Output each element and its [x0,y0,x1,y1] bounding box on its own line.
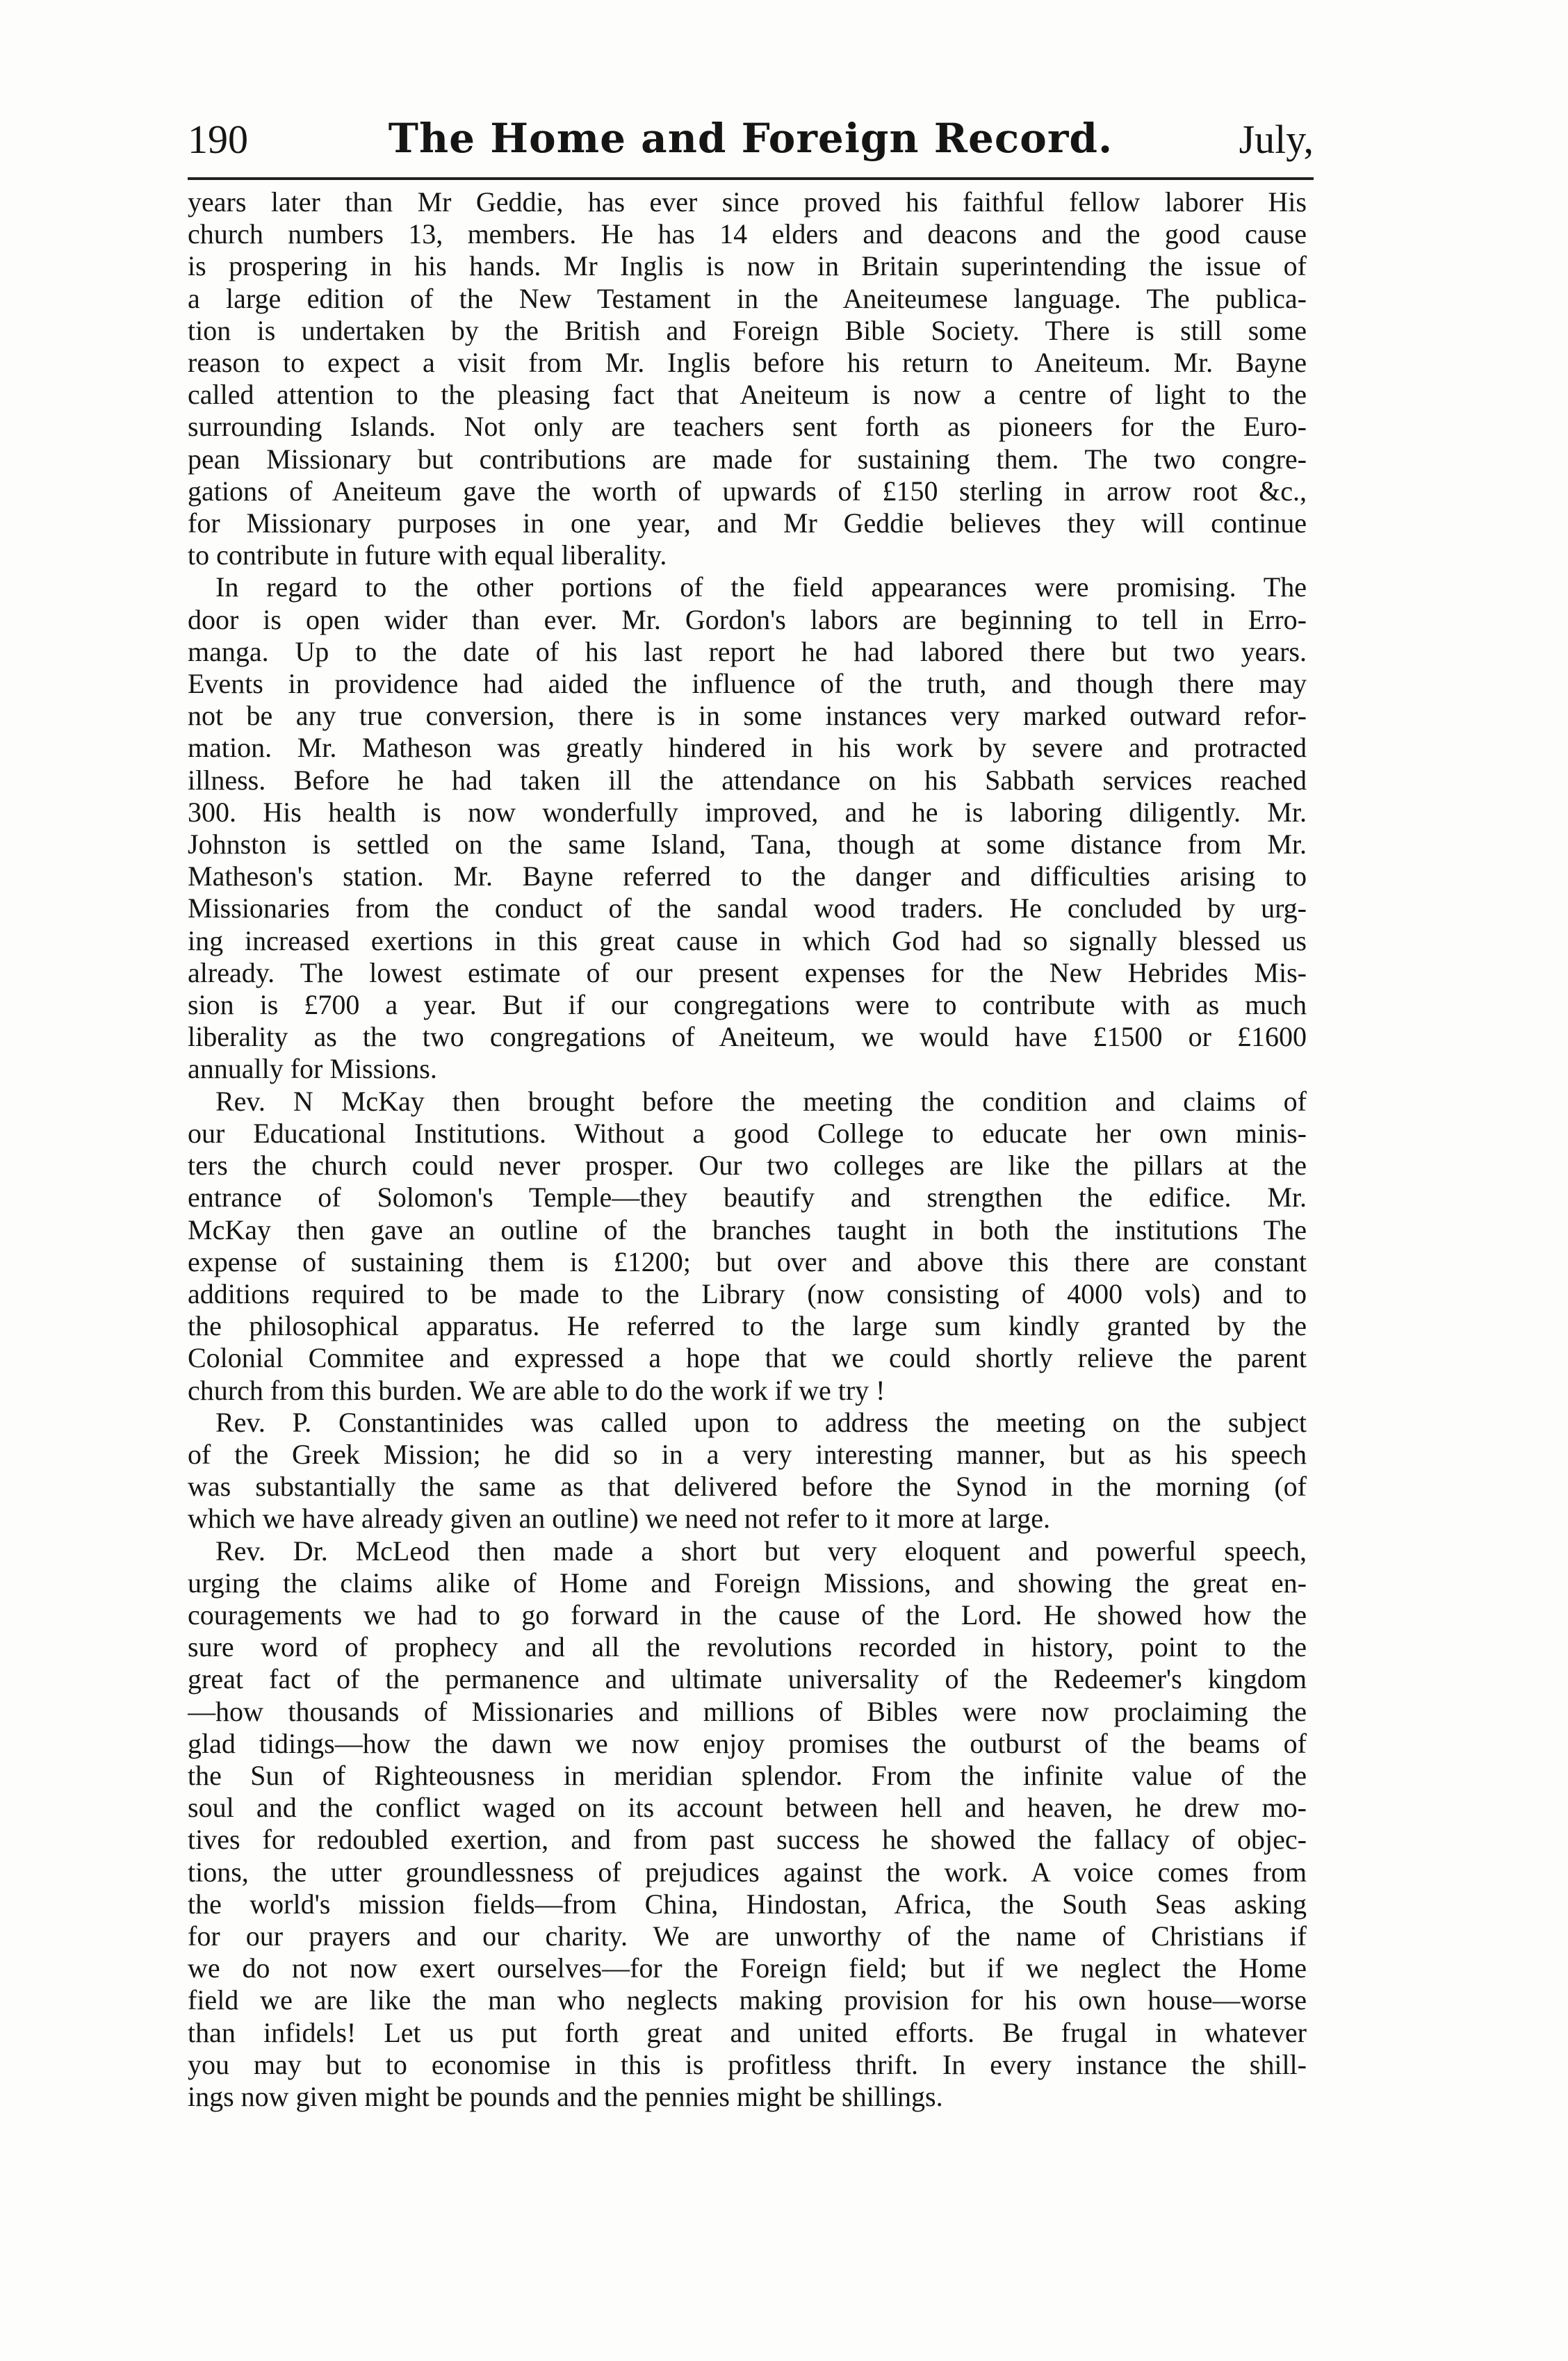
text-line: Events in providence had aided the influence of the truth, and though there may [188,668,1307,700]
text-line: church numbers 13, members. He has 14 elders and deacons and the good cause [188,218,1307,250]
text-line: sion is £700 a year. But if our congregations were to contribute with as much [188,989,1307,1021]
text-line: our Educational Institutions. Without a good College to educate her own minis- [188,1117,1307,1149]
text-line: than infidels! Let us put forth great and united efforts. Be frugal in whatever [188,2016,1307,2048]
text-line: to contribute in future with equal liberality. [188,539,667,571]
text-line: you may but to economise in this is profitless thrift. In every instance the shill- [188,2048,1307,2080]
text-line: —how thousands of Missionaries and millions of Bibles were now proclaiming the [188,1695,1307,1727]
paragraph [188,1086,1307,1407]
text-line: reason to expect a visit from Mr. Inglis before his return to Aneiteum. Mr. Bayne [188,347,1307,379]
text-line: gations of Aneiteum gave the worth of upwards of £150 sterling in arrow root &c., [188,475,1307,507]
text-line: a large edition of the New Testament in the Aneiteumese language. The publica- [188,282,1307,314]
text-line: entrance of Solomon's Temple—they beautify and strengthen the edifice. Mr. [188,1182,1307,1214]
text-line: field we are like the man who neglects making provision for his own house—worse [188,1984,1307,2016]
text-line: Johnston is settled on the same Island, Tana, though at some distance from Mr. [188,828,1307,860]
text-line: tions, the utter groundlessness of prejudices against the work. A voice comes from [188,1856,1307,1888]
text-line: McKay then gave an outline of the branches taught in both the institutions The [188,1214,1307,1245]
text-line: 300. His health is now wonderfully improved, and he is laboring diligently. Mr. [188,796,1307,828]
text-line: mation. Mr. Matheson was greatly hindered in his work by severe and protracted [188,732,1307,764]
text-line: already. The lowest estimate of our present expenses for the New Hebrides Mis- [188,956,1307,988]
text-line: for our prayers and our charity. We are unworthy of the name of Christians if [188,1920,1307,1952]
header-rule [188,177,1314,180]
text-line: not be any true conversion, there is in some instances very marked outward refor- [188,700,1307,732]
text-line: illness. Before he had taken ill the attendance on his Sabbath services reached [188,764,1307,796]
text-line: for Missionary purposes in one year, and Mr Geddie believes they will continue [188,507,1307,539]
text-line: we do not now exert ourselves—for the Foreign field; but if we neglect the Home [188,1952,1307,1984]
text-line: surrounding Islands. Not only are teachers sent forth as pioneers for the Euro- [188,411,1307,443]
running-date: July, [1239,117,1314,162]
text-line: ing increased exertions in this great cause in which God had so signally blessed us [188,924,1307,956]
text-line: glad tidings—how the dawn we now enjoy promises the outburst of the beams of [188,1727,1307,1759]
text-line: urging the claims alike of Home and Foreign Missions, and showing the great en- [188,1567,1307,1599]
page-number: 190 [188,117,248,162]
text-line: annually for Missions. [188,1053,437,1085]
text-line: church from this burden. We are able to do the work if we try ! [188,1374,885,1406]
paragraph [188,571,1307,1085]
text-line: liberality as the two congregations of Aneiteum, we would have £1500 or £1600 [188,1021,1307,1053]
text-line: tives for redoubled exertion, and from past success he showed the fallacy of objec- [188,1824,1307,1856]
text-line: pean Missionary but contributions are made for sustaining them. The two congre- [188,443,1307,475]
paragraph [188,186,1307,571]
text-line: great fact of the permanence and ultimate universality of the Redeemer's kingdom [188,1663,1307,1695]
text-line: the world's mission fields—from China, Hindostan, Africa, the South Seas asking [188,1888,1307,1920]
text-line: door is open wider than ever. Mr. Gordon's labors are beginning to tell in Erro- [188,603,1307,635]
text-line: In regard to the other portions of the field appearances were promising. The [215,571,1307,603]
text-line: manga. Up to the date of his last report he had labored there but two years. [188,635,1307,667]
text-line: Missionaries from the conduct of the sandal wood traders. He concluded by urg- [188,892,1307,924]
text-line: ters the church could never prosper. Our two colleges are like the pillars at the [188,1150,1307,1182]
text-line: Rev. Dr. McLeod then made a short but very eloquent and powerful speech, [215,1535,1307,1567]
text-line: ings now given might be pounds and the pennies might be shillings. [188,2080,943,2112]
text-line: which we have already given an outline) we need not refer to it more at large. [188,1503,1050,1535]
text-line: is prospering in his hands. Mr Inglis is now in Britain superintending the issue of [188,250,1307,282]
text-line: Matheson's station. Mr. Bayne referred to the danger and difficulties arising to [188,860,1307,892]
text-line: Rev. N McKay then brought before the meeting the condition and claims of [215,1085,1307,1117]
text-line: couragements we had to go forward in the cause of the Lord. He showed how the [188,1599,1307,1631]
text-line: additions required to be made to the Library (now consisting of 4000 vols) and to [188,1277,1307,1309]
text-line: the Sun of Righteousness in meridian splendor. From the infinite value of the [188,1759,1307,1791]
page-header [188,115,1314,170]
running-title: The Home and Foreign Record. [388,115,1113,162]
text-line: sure word of prophecy and all the revolutions recorded in history, point to the [188,1631,1307,1663]
article-body [188,186,1307,2113]
paragraph [188,1407,1307,1535]
text-line: expense of sustaining them is £1200; but over and above this there are constant [188,1245,1307,1277]
text-line: of the Greek Mission; he did so in a very interesting manner, but as his speech [188,1438,1307,1470]
text-line: the philosophical apparatus. He referred to the large sum kindly granted by the [188,1310,1307,1342]
text-line: tion is undertaken by the British and Foreign Bible Society. There is still some [188,314,1307,346]
text-line: Rev. P. Constantinides was called upon to address the meeting on the subject [215,1406,1307,1438]
text-line: Colonial Commitee and expressed a hope that we could shortly relieve the parent [188,1342,1307,1374]
text-line: years later than Mr Geddie, has ever since proved his faithful fellow laborer His [188,186,1307,218]
text-line: was substantially the same as that delivered before the Synod in the morning (of [188,1471,1307,1503]
paragraph [188,1535,1307,2114]
text-line: called attention to the pleasing fact that Aneiteum is now a centre of light to the [188,379,1307,411]
text-line: soul and the conflict waged on its account between hell and heaven, he drew mo- [188,1792,1307,1824]
